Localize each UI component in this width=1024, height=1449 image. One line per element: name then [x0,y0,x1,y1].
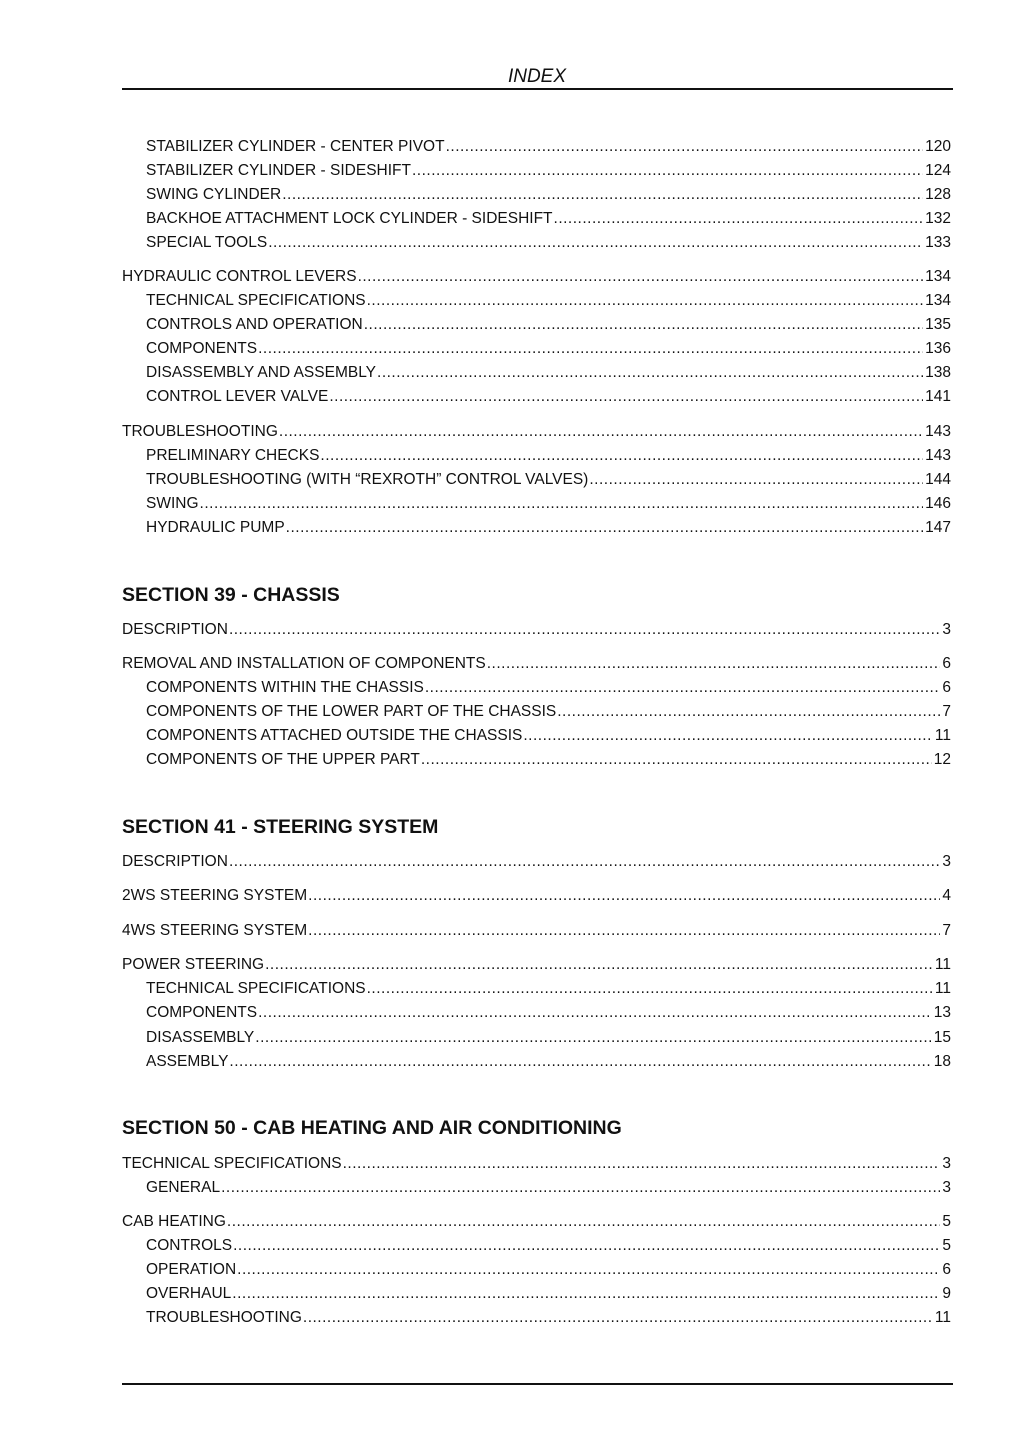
toc-entry-page: 143 [925,447,951,464]
toc-entry-label: OPERATION [146,1261,237,1278]
leader-dots [523,726,933,746]
toc-entry-page: 124 [925,162,951,179]
toc-entry[interactable] [146,1052,951,1072]
toc-entry[interactable] [122,886,951,906]
toc-entry-page: 147 [925,519,951,536]
section-heading: SECTION 41 - STEERING SYSTEM [122,816,439,838]
leader-dots [258,1003,932,1023]
toc-entry-page: 15 [933,1029,951,1046]
toc-entry[interactable] [146,1003,951,1023]
toc-entry-page: 134 [925,292,951,309]
toc-entry-page: 5 [942,1213,951,1230]
leader-dots [487,654,941,674]
leader-dots [320,446,923,466]
leader-dots [329,387,923,407]
toc-entry-label: STABILIZER CYLINDER - SIDESHIFT [146,162,411,179]
leader-dots [303,1308,933,1328]
toc-entry[interactable] [146,1260,951,1280]
leader-dots [282,185,923,205]
toc-entry-page: 120 [925,138,951,155]
toc-entry[interactable] [146,209,951,229]
toc-entry-page: 132 [925,210,951,227]
toc-entry-page: 6 [942,1261,951,1278]
toc-entry-page: 133 [925,234,951,251]
leader-dots [279,422,923,442]
leader-dots [258,339,923,359]
toc-entry-label: TROUBLESHOOTING [122,423,278,440]
leader-dots [255,1028,931,1048]
toc-entry[interactable] [122,1154,951,1174]
header-divider [122,88,953,90]
leader-dots [308,921,940,941]
toc-entry[interactable] [146,1028,951,1048]
toc-entry-page: 4 [942,887,951,904]
leader-dots [268,233,923,253]
toc-entry-page: 134 [925,268,951,285]
toc-entry-page: 128 [925,186,951,203]
toc-entry[interactable] [146,702,951,722]
toc-entry-page: 13 [933,1004,951,1021]
leader-dots [200,494,924,514]
toc-entry-label: CONTROLS AND OPERATION [146,316,363,333]
toc-entry-label: DISASSEMBLY AND ASSEMBLY [146,364,377,381]
leader-dots [367,979,933,999]
leader-dots [265,955,933,975]
leader-dots [364,315,923,335]
toc-entry[interactable] [146,678,951,698]
toc-entry-page: 11 [934,727,951,744]
toc-entry-page: 144 [925,471,951,488]
toc-entry-label: DESCRIPTION [122,853,228,870]
toc-entry-label: GENERAL [146,1179,221,1196]
toc-entry-page: 3 [942,621,951,638]
toc-entry[interactable] [146,726,951,746]
toc-entry[interactable] [146,1284,951,1304]
toc-entry-label: STABILIZER CYLINDER - CENTER PIVOT [146,138,445,155]
toc-entry-label: TECHNICAL SPECIFICATIONS [146,980,366,997]
toc-entry[interactable] [122,654,951,674]
toc-entry-page: 6 [942,679,951,696]
page-title: INDEX [507,66,567,87]
toc-entry-label: SWING [146,495,199,512]
toc-entry[interactable] [146,470,951,490]
toc-entry-label: DESCRIPTION [122,621,228,638]
leader-dots [237,1260,940,1280]
toc-entry-label: ASSEMBLY [146,1053,229,1070]
toc-entry-page: 146 [925,495,951,512]
toc-entry-label: CAB HEATING [122,1213,226,1230]
toc-entry-page: 11 [934,1309,951,1326]
toc-entry[interactable] [146,185,951,205]
toc-entry[interactable] [146,518,951,538]
toc-entry[interactable] [122,921,951,941]
leader-dots [227,1212,940,1232]
toc-entry-page: 3 [942,853,951,870]
toc-entry[interactable] [122,955,951,975]
toc-entry-label: HYDRAULIC CONTROL LEVERS [122,268,357,285]
toc-entry[interactable] [146,339,951,359]
toc-entry-page: 11 [934,980,951,997]
toc-entry[interactable] [146,446,951,466]
leader-dots [557,702,940,722]
toc-entry-page: 7 [942,922,951,939]
toc-entry[interactable] [146,161,951,181]
footer-divider [122,1383,953,1385]
toc-entry[interactable] [146,363,951,383]
toc-entry[interactable] [146,315,951,335]
toc-entry-page: 141 [925,388,951,405]
toc-entry-label: COMPONENTS [146,1004,258,1021]
toc-entry-label: DISASSEMBLY [146,1029,255,1046]
toc-entry-label: 2WS STEERING SYSTEM [122,887,308,904]
toc-entry-label: TROUBLESHOOTING [146,1309,302,1326]
toc-entry-label: COMPONENTS ATTACHED OUTSIDE THE CHASSIS [146,727,523,744]
toc-entry-label: REMOVAL AND INSTALLATION OF COMPONENTS [122,655,486,672]
leader-dots [286,518,923,538]
leader-dots [343,1154,941,1174]
toc-entry-label: BACKHOE ATTACHMENT LOCK CYLINDER - SIDESHIFT [146,210,553,227]
toc-entry[interactable] [146,137,951,157]
toc-entry-label: POWER STEERING [122,956,265,973]
leader-dots [554,209,924,229]
leader-dots [233,1236,940,1256]
leader-dots [358,267,924,287]
toc-entry[interactable] [146,1236,951,1256]
leader-dots [232,1284,940,1304]
toc-entry-label: TECHNICAL SPECIFICATIONS [146,292,366,309]
toc-entry-page: 11 [934,956,951,973]
leader-dots [425,678,941,698]
toc-entry-page: 12 [933,751,951,768]
leader-dots [412,161,923,181]
toc-entry[interactable] [146,233,951,253]
toc-entry[interactable] [146,494,951,514]
toc-entry-label: CONTROL LEVER VALVE [146,388,329,405]
toc-entry-page: 5 [942,1237,951,1254]
leader-dots [229,1052,931,1072]
toc-entry-page: 18 [933,1053,951,1070]
toc-entry[interactable] [122,422,951,442]
toc-entry[interactable] [122,267,951,287]
toc-entry-label: CONTROLS [146,1237,233,1254]
leader-dots [229,852,940,872]
toc-entry-page: 7 [942,703,951,720]
toc-entry-page: 3 [942,1179,951,1196]
leader-dots [229,620,940,640]
toc-entry-page: 136 [925,340,951,357]
toc-entry-label: SWING CYLINDER [146,186,282,203]
leader-dots [421,750,932,770]
toc-entry[interactable] [122,1212,951,1232]
leader-dots [446,137,924,157]
toc-entry-label: HYDRAULIC PUMP [146,519,285,536]
toc-entry-label: COMPONENTS OF THE LOWER PART OF THE CHASSIS [146,703,557,720]
toc-entry[interactable] [122,620,951,640]
toc-entry[interactable] [146,750,951,770]
toc-entry-label: PRELIMINARY CHECKS [146,447,320,464]
toc-entry-label: TECHNICAL SPECIFICATIONS [122,1155,342,1172]
toc-entry-label: 4WS STEERING SYSTEM [122,922,308,939]
toc-entry[interactable] [146,979,951,999]
toc-entry[interactable] [146,1308,951,1328]
toc-entry-label: SPECIAL TOOLS [146,234,268,251]
leader-dots [589,470,923,490]
toc-entry[interactable] [146,387,951,407]
toc-entry-label: COMPONENTS OF THE UPPER PART [146,751,420,768]
section-heading: SECTION 39 - CHASSIS [122,584,340,606]
toc-entry-label: COMPONENTS WITHIN THE CHASSIS [146,679,424,696]
toc-entry-label: COMPONENTS [146,340,258,357]
toc-entry-page: 143 [925,423,951,440]
toc-entry-page: 3 [942,1155,951,1172]
toc-entry-page: 9 [942,1285,951,1302]
toc-entry-page: 6 [942,655,951,672]
toc-entry-page: 135 [925,316,951,333]
toc-entry-page: 138 [925,364,951,381]
leader-dots [308,886,940,906]
leader-dots [221,1178,940,1198]
toc-entry[interactable] [146,291,951,311]
leader-dots [367,291,924,311]
section-heading: SECTION 50 - CAB HEATING AND AIR CONDITIONING [122,1117,622,1139]
toc-entry[interactable] [146,1178,951,1198]
toc-entry-label: OVERHAUL [146,1285,232,1302]
toc-entry[interactable] [122,852,951,872]
leader-dots [377,363,923,383]
toc-entry-label: TROUBLESHOOTING (WITH “REXROTH” CONTROL VALVES) [146,471,589,488]
